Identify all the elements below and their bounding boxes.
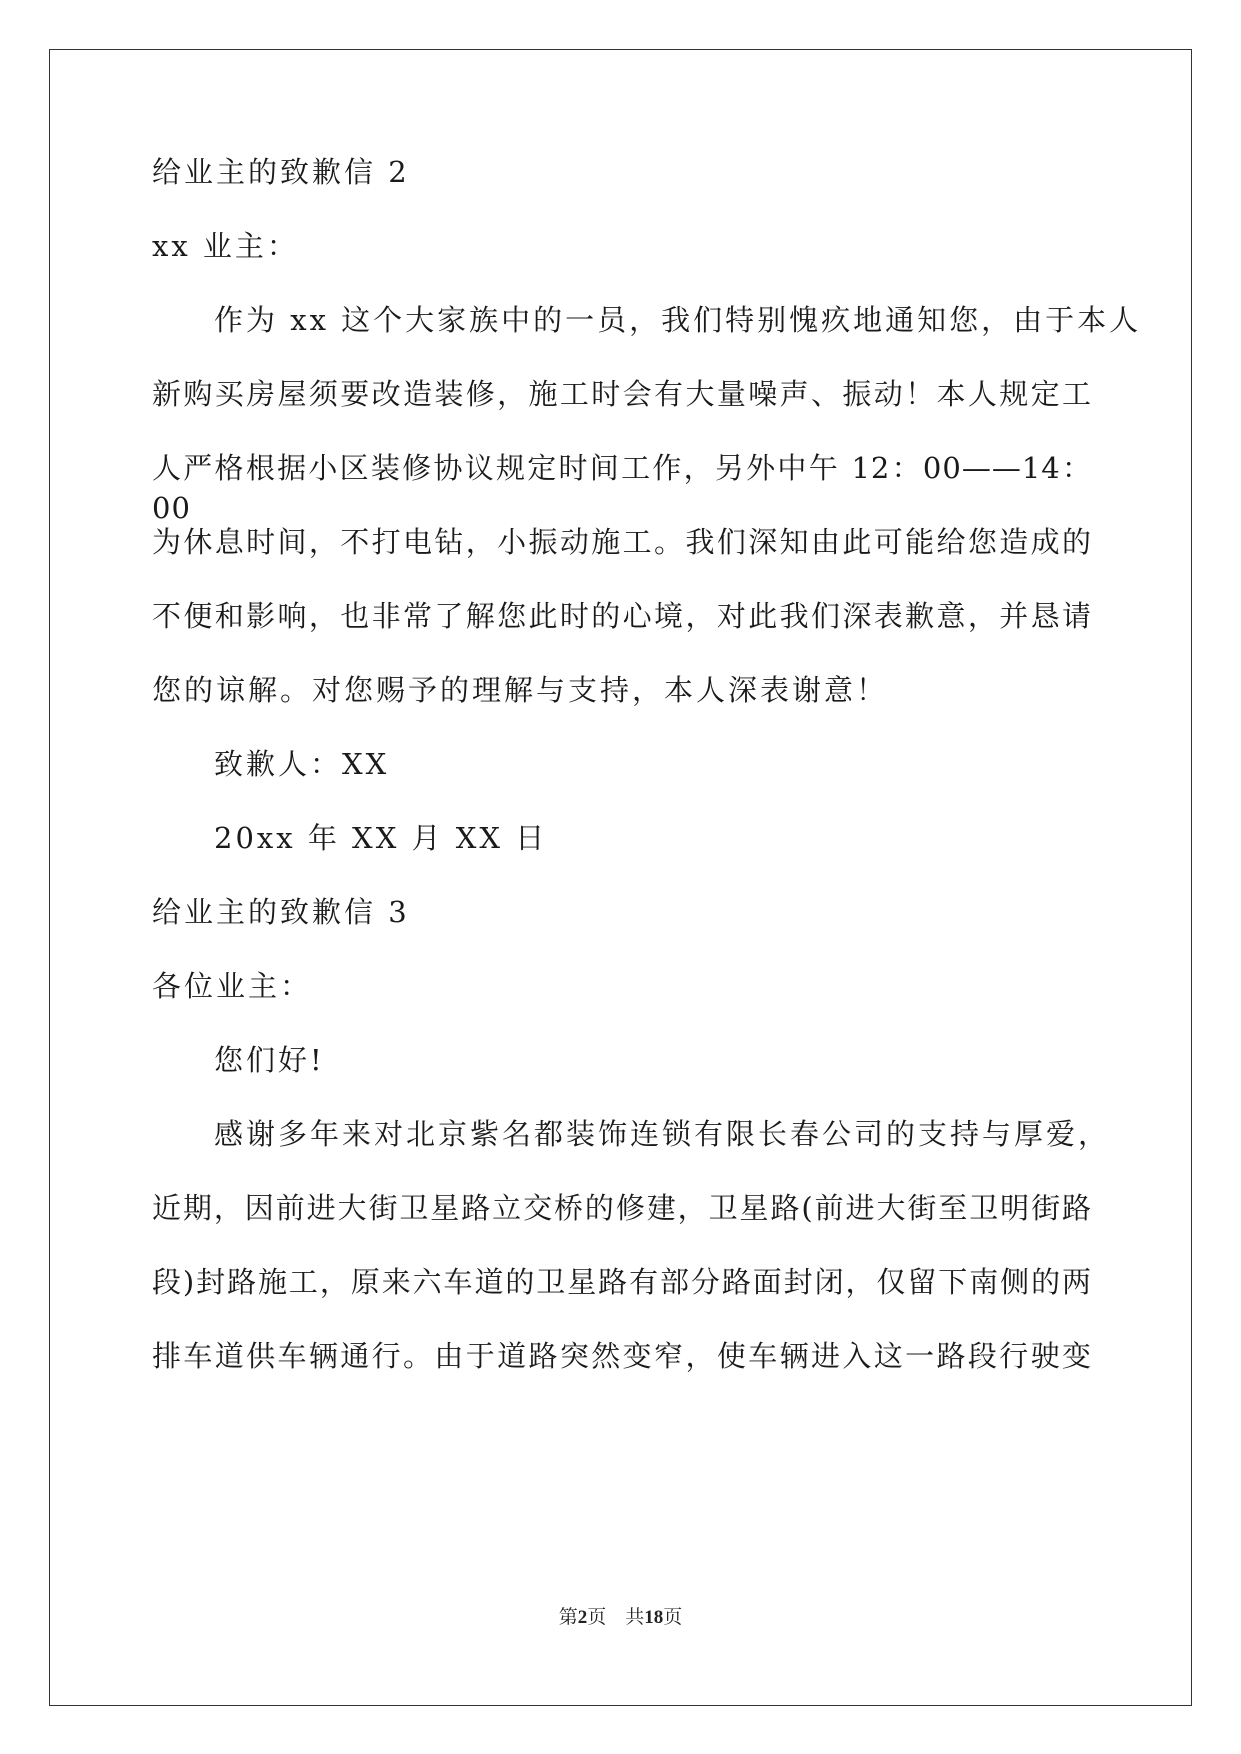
letter2-body-line-4: 为休息时间，不打电钻，小振动施工。我们深知由此可能给您造成的 — [152, 525, 1092, 559]
footer-prefix: 第 — [558, 1607, 578, 1628]
letter2-body-line-1: 作为 xx 这个大家族中的一员，我们特别愧疚地通知您，由于本人 — [214, 303, 1142, 337]
letter3-salutation: 各位业主： — [152, 969, 313, 1003]
letter3-body-line-2: 近期，因前进大街卫星路立交桥的修建，卫星路(前进大街至卫明街路 — [152, 1191, 1092, 1225]
footer-page-number: 2 — [577, 1607, 588, 1628]
footer-page-suffix: 页 — [587, 1607, 607, 1628]
letter3-title: 给业主的致歉信 3 — [152, 895, 410, 929]
page-footer — [0, 1606, 1241, 1630]
letter3-greeting: 您们好! — [214, 1043, 325, 1077]
letter3-body-line-1: 感谢多年来对北京紫名都装饰连锁有限长春公司的支持与厚爱， — [214, 1117, 1111, 1151]
footer-total-suffix: 页 — [663, 1607, 683, 1628]
letter2-body-line-2: 新购买房屋须要改造装修，施工时会有大量噪声、振动！本人规定工 — [152, 377, 1092, 411]
footer-total-pages: 18 — [644, 1607, 664, 1628]
page-border — [49, 49, 1192, 1706]
letter2-body-line-6: 您的谅解。对您赐予的理解与支持，本人深表谢意！ — [152, 673, 889, 707]
letter2-body-line-5: 不便和影响，也非常了解您此时的心境，对此我们深表歉意，并恳请 — [152, 599, 1092, 633]
letter2-date: 20xx 年 XX 月 XX 日 — [214, 821, 548, 855]
letter2-title: 给业主的致歉信 2 — [152, 155, 410, 189]
letter2-salutation: xx 业主： — [152, 229, 299, 263]
footer-total-prefix: 共 — [625, 1607, 645, 1628]
letter3-body-line-4: 排车道供车辆通行。由于道路突然变窄，使车辆进入这一路段行驶变 — [152, 1339, 1092, 1373]
letter3-body-line-3: 段)封路施工，原来六车道的卫星路有部分路面封闭，仅留下南侧的两 — [152, 1265, 1092, 1299]
letter2-body-line-3: 人严格根据小区装修协议规定时间工作，另外中午 12：00——14：00 — [152, 451, 1092, 525]
letter2-signer: 致歉人：XX — [214, 747, 390, 781]
